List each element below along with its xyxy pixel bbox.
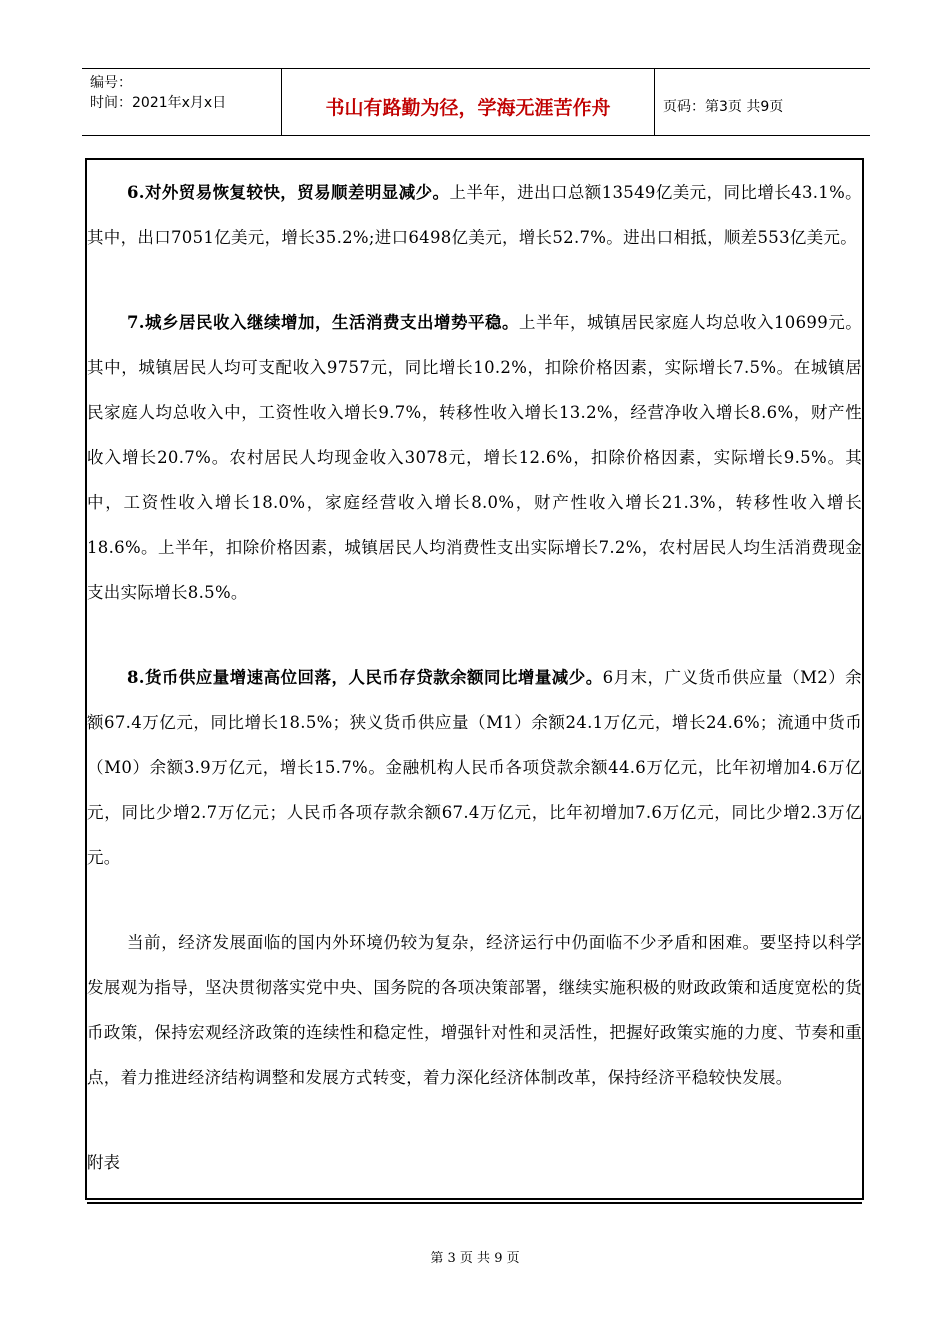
paragraph-closing: 当前，经济发展面临的国内外环境仍较为复杂，经济运行中仍面临不少矛盾和困难。要坚持以科学发展观为指导，坚决贯彻落实党中央、国务院的各项决策部署，继续实施积极的财政政策和适度宽松的货币政策，保持宏观经济政策的连续性和稳定性，增强针对性和灵活性，把握好政策实施的力度、节奏和重点，着力推进经济结构调整和发展方式转变，着力深化经济体制改革，保持经济平稳较快发展。: [87, 933, 862, 1087]
page-header: [82, 68, 870, 136]
paragraph-income: [87, 300, 862, 615]
document-number-label: 编号：: [90, 75, 132, 91]
paragraph-text: 上半年，城镇居民家庭人均总收入10699元。其中，城镇居民人均可支配收入9757元，同比增长10.2%，扣除价格因素，实际增长7.5%。在城镇居民家庭人均总收入中，工资性收入增长9.7%，转移性收入增长13.2%，经营净收入增长8.6%，财产性收入增长20.7%。农村居民人均现金收入3078元，增长12.6%，扣除价格因素，实际增长9.5%。其中，工资性收入增长18.0%，家庭经营收入增长8.0%，财产性收入增长21.3%，转移性收入增长18.6%。上半年，扣除价格因素，城镇居民人均消费性支出实际增长7.2%，农村居民人均生活消费现金支出实际增长8.5%。: [87, 313, 862, 602]
paragraph-heading: 7.城乡居民收入继续增加，生活消费支出增势平稳。: [127, 313, 520, 332]
paragraph-text: 上半年，进出口总额13549亿美元，同比增长43.1%。其中，出口7051亿美元，增长35.2%;进口6498亿美元，增长52.7%。进出口相抵，顺差553亿美元。: [87, 183, 862, 247]
annex-label: 附表: [87, 1153, 120, 1172]
paragraph-trade: [87, 170, 862, 260]
document-date: 时间：2021年x月x日: [90, 95, 227, 111]
document-body: [87, 170, 862, 1100]
paragraph-heading: 6.对外贸易恢复较快，贸易顺差明显减少。: [127, 183, 450, 202]
content-frame: [85, 158, 864, 1200]
header-motto: 书山有路勤为径，学海无涯苦作舟: [282, 69, 655, 135]
paragraph-text: 6月末，广义货币供应量（M2）余额67.4万亿元，同比增长18.5%；狭义货币供应量（M1）余额24.1万亿元，增长24.6%；流通中货币（M0）余额3.9万亿元，增长15.7%。金融机构人民币各项贷款余额44.6万亿元，比年初增加4.6万亿元，同比少增2.7万亿元；人民币各项存款余额67.4万亿元，比年初增加7.6万亿元，同比少增2.3万亿元。: [87, 668, 862, 867]
header-meta: [82, 69, 282, 135]
paragraph-heading: 8.货币供应量增速高位回落，人民币存贷款余额同比增量减少。: [127, 668, 603, 687]
page-footer: 第 3 页 共 9 页: [430, 1251, 520, 1266]
paragraph-money-supply: [87, 655, 862, 880]
header-page-code: 页码：第3页 共9页: [663, 99, 784, 115]
